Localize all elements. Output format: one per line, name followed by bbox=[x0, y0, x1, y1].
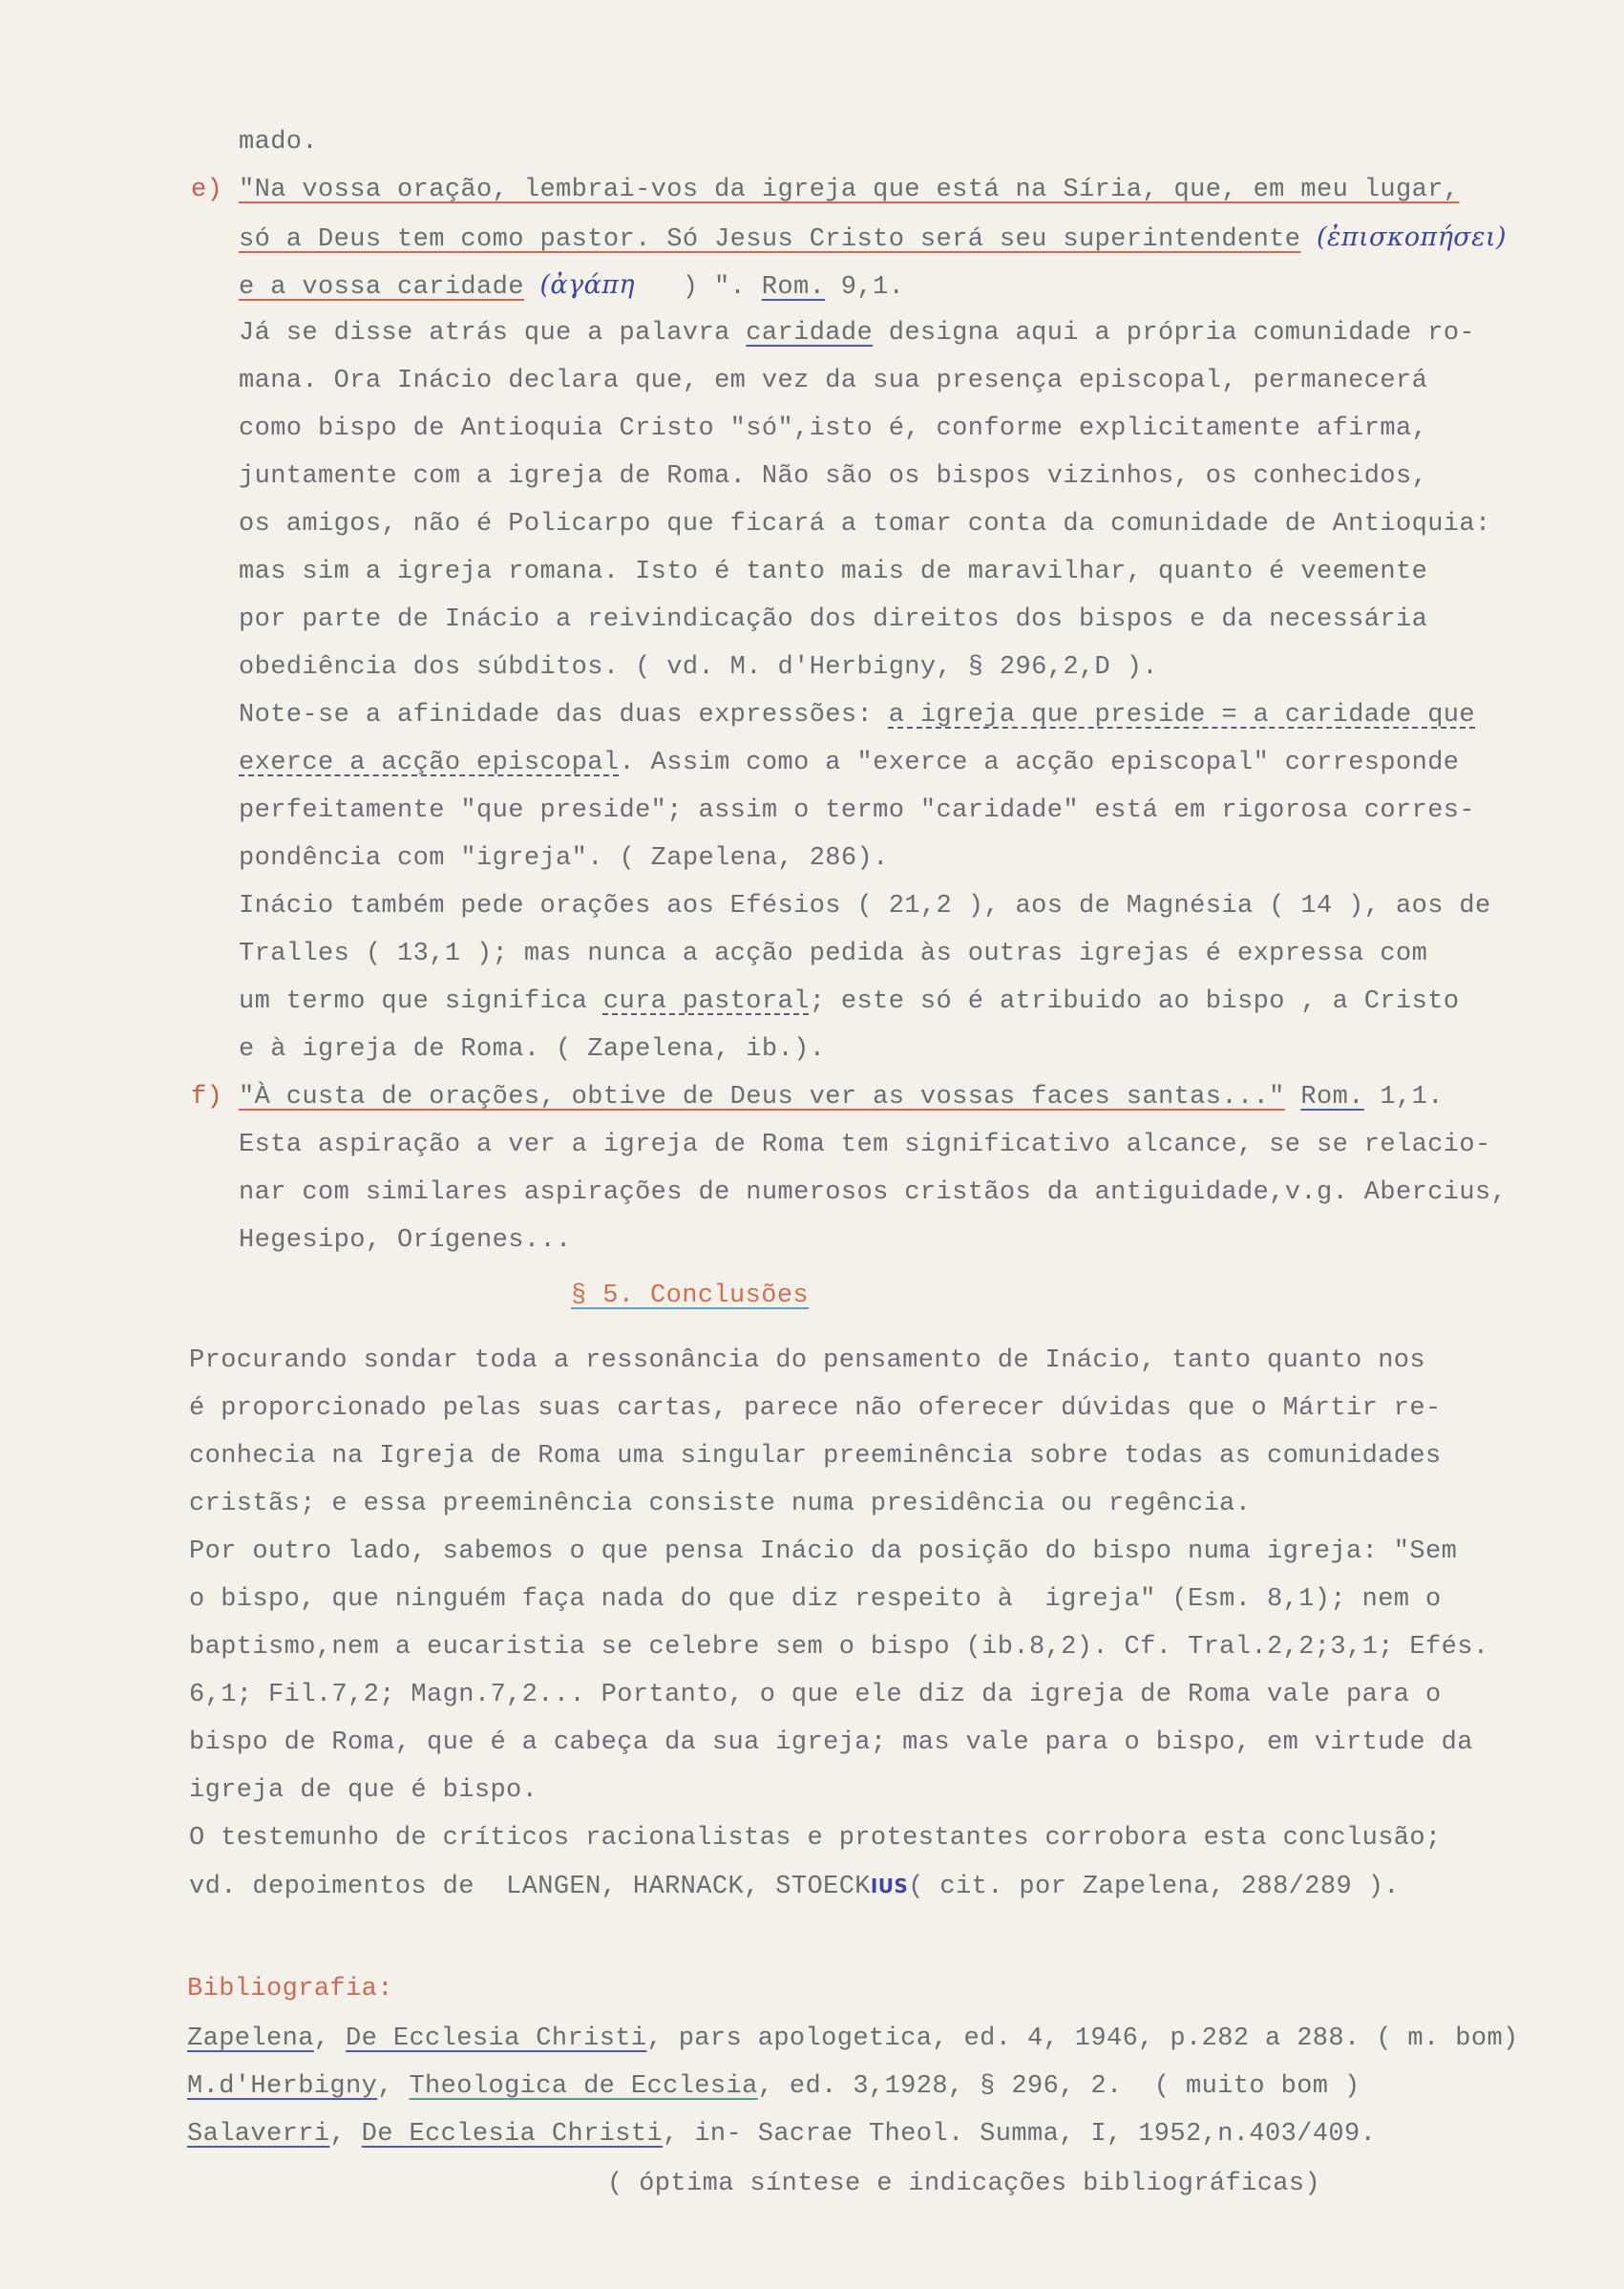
text-span: designa aqui a própria comunidade ro- bbox=[873, 319, 1476, 348]
text-line: Procurando sondar toda a ressonância do pensamento de Inácio, tanto quanto nos bbox=[189, 1346, 1426, 1375]
author-name: Zapelena bbox=[187, 2024, 314, 2053]
text-line: juntamente com a igreja de Roma. Não são os bispos vizinhos, os conhecidos, bbox=[239, 462, 1428, 491]
text-line: Tralles ( 13,1 ); mas nunca a acção pedida às outras igrejas é expressa com bbox=[239, 940, 1428, 968]
work-title: Theologica de Ecclesia bbox=[409, 2072, 758, 2101]
greek-handwritten-word: (ἀγάπη bbox=[539, 270, 635, 300]
text-line: perfeitamente "que preside"; assim o termo "caridade" está em rigorosa corres- bbox=[239, 796, 1476, 825]
text-span: ( cit. por Zapelena, 288/289 ). bbox=[908, 1873, 1400, 1901]
quote-text: só a Deus tem como pastor. Só Jesus Cristo será seu superintendente bbox=[239, 225, 1301, 254]
text-line: conhecia na Igreja de Roma uma singular preeminência sobre todas as comunidades bbox=[189, 1442, 1442, 1471]
reference-rom: Rom. bbox=[1300, 1083, 1364, 1112]
text-line: Hegesipo, Orígenes... bbox=[239, 1226, 572, 1255]
text-line bbox=[239, 986, 1459, 1018]
text-line: baptismo,nem a eucaristia se celebre sem o bispo (ib.8,2). Cf. Tral.2,2;3,1; Efés. bbox=[189, 1633, 1489, 1662]
text-span: Note-se a afinidade das duas expressões: bbox=[239, 701, 889, 730]
bibliography-entry bbox=[187, 2070, 1360, 2103]
text-line bbox=[239, 699, 1475, 731]
handwritten-correction: IUS bbox=[870, 1875, 909, 1897]
bibliography-title: Bibliografia: bbox=[187, 1975, 393, 2003]
reference-number: 9,1. bbox=[825, 273, 905, 302]
reference-number: 1,1. bbox=[1363, 1083, 1444, 1112]
author-name: M.d'Herbigny bbox=[187, 2072, 378, 2101]
quote-close: ) ". bbox=[682, 273, 747, 302]
author-name: Salaverri bbox=[187, 2120, 330, 2149]
text-line: Inácio também pede orações aos Efésios ( 21,2 ), aos de Magnésia ( 14 ), aos de bbox=[239, 892, 1491, 921]
quote-text: e a vossa caridade bbox=[239, 273, 524, 302]
bibliography-entry bbox=[187, 2023, 1519, 2055]
text-line bbox=[239, 747, 1459, 779]
item-marker-f: f) bbox=[191, 1083, 223, 1112]
text-line bbox=[189, 1870, 1400, 1903]
entry-details: , pars apologetica, ed. 4, 1946, p.282 a 288. ( m. bom) bbox=[646, 2024, 1519, 2053]
underlined-phrase: exerce a acção episcopal bbox=[239, 749, 620, 777]
text-line: pondência com "igreja". ( Zapelena, 286). bbox=[239, 844, 889, 873]
item-marker-e: e) bbox=[191, 176, 223, 204]
underlined-word: caridade bbox=[746, 319, 874, 348]
section-heading: § 5. Conclusões bbox=[571, 1282, 810, 1310]
text-line: nar com similares aspirações de numerosos cristãos da antiguidade,v.g. Abercius, bbox=[239, 1178, 1508, 1207]
separator: , bbox=[313, 2024, 347, 2053]
text-line: cristãs; e essa preeminência consiste numa presidência ou regência. bbox=[189, 1490, 1252, 1518]
quote-line bbox=[239, 1081, 1444, 1113]
text-line: bispo de Roma, que é a cabeça da sua igreja; mas vale para o bispo, em virtude da bbox=[189, 1728, 1473, 1757]
quote-line bbox=[239, 269, 904, 304]
text-line: o bispo, que ninguém faça nada do que diz respeito à igreja" (Esm. 8,1); nem o bbox=[189, 1585, 1442, 1614]
greek-handwritten-word: (ἐπισκοπήσει) bbox=[1317, 223, 1507, 252]
quote-line: "Na vossa oração, lembrai-vos da igreja que está na Síria, que, em meu lugar, bbox=[239, 176, 1460, 204]
work-title: De Ecclesia Christi bbox=[346, 2024, 647, 2053]
bibliography-note: ( óptima síntese e indicações bibliográficas) bbox=[607, 2170, 1321, 2198]
text-line: 6,1; Fil.7,2; Magn.7,2... Portanto, o que ele diz da igreja de Roma vale para o bbox=[189, 1681, 1442, 1709]
text-span: ; este só é atribuido ao bispo , a Cristo bbox=[809, 987, 1460, 1016]
text-line: Esta aspiração a ver a igreja de Roma tem significativo alcance, se se relacio- bbox=[239, 1131, 1491, 1159]
text-line: por parte de Inácio a reivindicação dos direitos dos bispos e da necessária bbox=[239, 605, 1428, 634]
text-span: . Assim como a "exerce a acção episcopal" corresponde bbox=[619, 749, 1460, 777]
text-line: como bispo de Antioquia Cristo "só",isto é, conforme explicitamente afirma, bbox=[239, 414, 1428, 443]
separator: , bbox=[377, 2072, 410, 2101]
text-line: obediência dos súbditos. ( vd. M. d'Herbigny, § 296,2,D ). bbox=[239, 653, 1158, 682]
underlined-phrase: a igreja que preside = a caridade que bbox=[888, 701, 1476, 730]
text-span: um termo que significa bbox=[239, 987, 603, 1016]
text-line: é proporcionado pelas suas cartas, parece não oferecer dúvidas que o Mártir re- bbox=[189, 1394, 1442, 1423]
text-span: Já se disse atrás que a palavra bbox=[239, 319, 747, 348]
text-line: igreja de que é bispo. bbox=[189, 1776, 538, 1805]
text-line: Por outro lado, sabemos o que pensa Inácio da posição do bispo numa igreja: "Sem bbox=[189, 1537, 1458, 1566]
text-line: os amigos, não é Policarpo que ficará a tomar conta da comunidade de Antioquia: bbox=[239, 510, 1491, 539]
work-title: De Ecclesia Christi bbox=[361, 2120, 664, 2149]
quote-line bbox=[239, 222, 1507, 256]
text-line bbox=[239, 317, 1475, 350]
underlined-phrase: cura pastoral bbox=[602, 987, 810, 1016]
entry-details: , ed. 3,1928, § 296, 2. ( muito bom ) bbox=[757, 2072, 1360, 2101]
separator: , bbox=[329, 2120, 362, 2149]
text-line: e à igreja de Roma. ( Zapelena, ib.). bbox=[239, 1035, 826, 1064]
text-line: mas sim a igreja romana. Isto é tanto mais de maravilhar, quanto é veemente bbox=[239, 558, 1428, 586]
quote-text: "À custa de orações, obtive de Deus ver as vossas faces santas..." bbox=[239, 1083, 1285, 1112]
text-line: mana. Ora Inácio declara que, em vez da sua presença episcopal, permanecerá bbox=[239, 367, 1428, 395]
entry-details: , in- Sacrae Theol. Summa, I, 1952,n.403/409. bbox=[663, 2120, 1377, 2149]
text-line: O testemunho de críticos racionalistas e protestantes corrobora esta conclusão; bbox=[189, 1824, 1442, 1853]
text-span: vd. depoimentos de LANGEN, HARNACK, STOECK bbox=[189, 1873, 871, 1901]
text-line: mado. bbox=[239, 128, 319, 157]
bibliography-entry bbox=[187, 2118, 1376, 2151]
reference-rom: Rom. bbox=[761, 273, 826, 302]
